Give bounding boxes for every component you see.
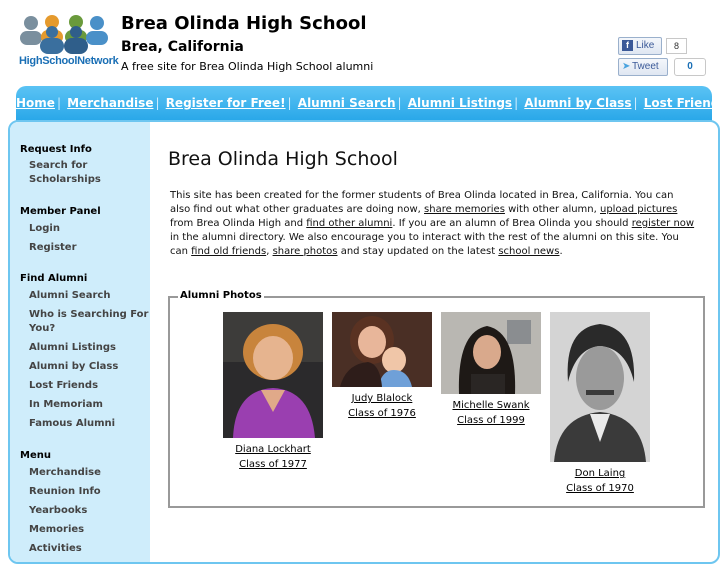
sidebar-item-register[interactable]: Register xyxy=(29,242,77,253)
site-tagline: A free site for Brea Olinda High School alumni xyxy=(121,60,374,73)
alumni-photo-4[interactable] xyxy=(550,312,650,462)
portrait-man-bw xyxy=(550,312,650,462)
content-frame xyxy=(8,120,720,564)
nav-alumni-by-class[interactable]: Alumni by Class xyxy=(524,96,632,110)
alumni-photo-1-class[interactable]: Class of 1977 xyxy=(239,459,307,470)
alumni-photos-box xyxy=(168,290,705,508)
sidebar-item-famous-alumni[interactable]: Famous Alumni xyxy=(29,418,116,429)
site-title: Brea Olinda High School xyxy=(121,13,367,34)
alumni-photo-2-class[interactable]: Class of 1976 xyxy=(348,408,416,419)
sidebar-item-merchandise[interactable]: Merchandise xyxy=(29,467,101,478)
like-label: Like xyxy=(636,40,655,51)
alumni-photo-4-class[interactable]: Class of 1970 xyxy=(566,483,634,494)
nav-alumni-search[interactable]: Alumni Search xyxy=(297,96,396,110)
facebook-icon: f xyxy=(622,40,633,51)
sidebar-item-memories[interactable]: Memories xyxy=(29,524,85,535)
sidebar-item-lost-friends[interactable]: Lost Friends xyxy=(29,380,99,391)
alumni-photos-legend: Alumni Photos xyxy=(180,290,262,301)
find-other-alumni-link[interactable]: find other alumni xyxy=(306,218,393,229)
upload-pictures-link[interactable]: upload pictures xyxy=(600,204,678,215)
sidebar-heading-member-panel: Member Panel xyxy=(20,206,101,217)
register-now-link[interactable]: register now xyxy=(631,218,695,229)
top-navigation: Home | Merchandise | Register for Free! | Alumni Search | Alumni Listings | Alumni by Class | Lost Friends xyxy=(16,86,712,122)
portrait-long-hair xyxy=(441,312,541,394)
share-photos-link[interactable]: share photos xyxy=(272,246,338,257)
alumni-photo-3[interactable] xyxy=(441,312,541,394)
logo-text: HighSchoolNetwork xyxy=(19,55,119,67)
sidebar-item-who-is-searching-2[interactable]: You? xyxy=(29,323,56,334)
alumni-photo-1[interactable] xyxy=(223,312,323,438)
like-count: 8 xyxy=(666,38,687,54)
sidebar-item-alumni-by-class[interactable]: Alumni by Class xyxy=(29,361,119,372)
sidebar-item-search-scholarships-2[interactable]: Scholarships xyxy=(29,174,101,185)
alumni-photo-3-class[interactable]: Class of 1999 xyxy=(457,415,525,426)
sidebar-item-search-scholarships-1[interactable]: Search for xyxy=(29,160,88,171)
alumni-photo-3-name[interactable]: Michelle Swank xyxy=(452,400,530,411)
tweet-count: 0 xyxy=(674,58,706,76)
nav-merchandise[interactable]: Merchandise xyxy=(67,96,154,110)
portrait-mother-child xyxy=(332,312,432,387)
sidebar-item-in-memoriam[interactable]: In Memoriam xyxy=(29,399,103,410)
school-news-link[interactable]: school news xyxy=(498,246,560,257)
sidebar-item-alumni-listings[interactable]: Alumni Listings xyxy=(29,342,116,353)
site-location: Brea, California xyxy=(121,39,244,55)
sidebar-item-activities[interactable]: Activities xyxy=(29,543,82,554)
tweet-button[interactable] xyxy=(618,58,668,76)
sidebar-heading-menu: Menu xyxy=(20,450,51,461)
sidebar-heading-find-alumni: Find Alumni xyxy=(20,273,88,284)
sidebar-item-reunion-info[interactable]: Reunion Info xyxy=(29,486,101,497)
intro-paragraph: This site has been created for the former students of Brea Olinda located in Brea, California. You can also find out what other graduates are doing now, share memories with other alumn, upload pictures from Brea Olinda High and find other alumni. If you are an alumn of Brea Olinda you should register now in the alumni directory. We also encourage you to interact with the rest of the alumni on this site. You can find old friends, share photos and stay updated on the latest school news. xyxy=(170,190,695,257)
sidebar-item-alumni-search[interactable]: Alumni Search xyxy=(29,290,111,301)
page-title: Brea Olinda High School xyxy=(168,148,398,170)
nav-register[interactable]: Register for Free! xyxy=(165,96,286,110)
header xyxy=(0,0,727,85)
alumni-photo-1-name[interactable]: Diana Lockhart xyxy=(235,444,311,455)
facebook-like-button[interactable] xyxy=(618,37,662,55)
sidebar-item-yearbooks[interactable]: Yearbooks xyxy=(29,505,88,516)
sidebar xyxy=(10,122,150,562)
portrait-woman-purple xyxy=(223,312,323,438)
sidebar-item-login[interactable]: Login xyxy=(29,223,60,234)
nav-alumni-listings[interactable]: Alumni Listings xyxy=(407,96,513,110)
sidebar-item-who-is-searching-1[interactable]: Who is Searching For xyxy=(29,309,149,320)
nav-home[interactable]: Home xyxy=(16,96,55,110)
find-old-friends-link[interactable]: find old friends xyxy=(191,246,267,257)
people-group-icon xyxy=(18,14,110,56)
sidebar-heading-request-info: Request Info xyxy=(20,144,92,155)
alumni-photo-4-name[interactable]: Don Laing xyxy=(574,468,626,479)
tweet-label: Tweet xyxy=(632,61,659,72)
alumni-photo-2[interactable] xyxy=(332,312,432,387)
share-memories-link[interactable]: share memories xyxy=(424,204,505,215)
nav-lost-friends[interactable]: Lost Friends xyxy=(643,96,727,110)
twitter-bird-icon: ➤ xyxy=(622,61,631,72)
alumni-photo-2-name[interactable]: Judy Blalock xyxy=(351,393,413,404)
